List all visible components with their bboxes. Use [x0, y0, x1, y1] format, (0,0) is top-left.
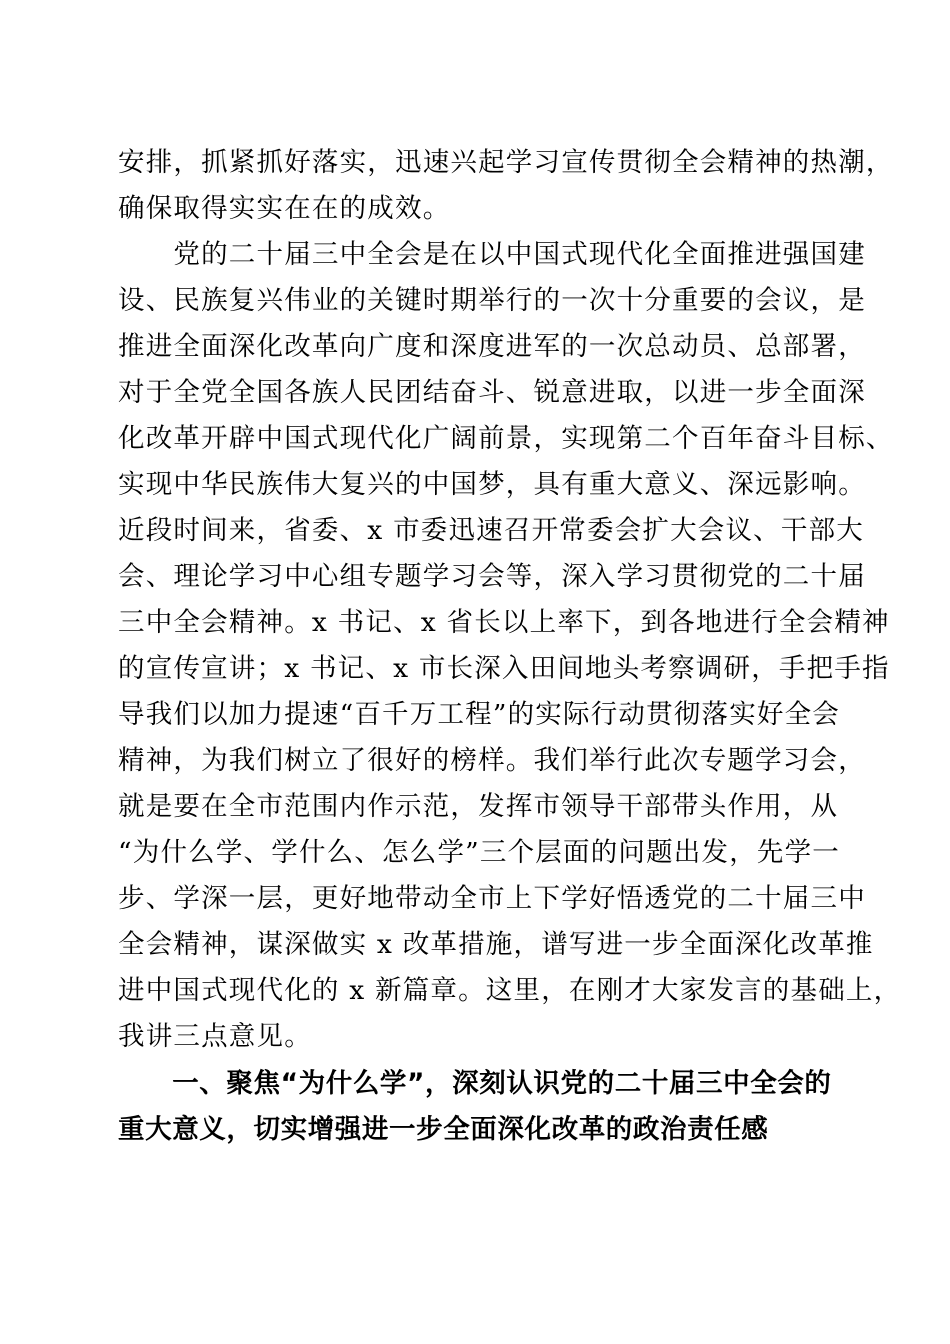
- section-heading-line: 一、聚焦“为什么学”，深刻认识党的二十届三中全会的: [118, 1068, 832, 1099]
- body-line: 的宣传宣讲；x 书记、x 市长深入田间地头考察调研，手把手指: [118, 653, 890, 684]
- body-line: 化改革开辟中国式现代化广阔前景，实现第二个百年奋斗目标、: [118, 423, 894, 454]
- body-line: 推进全面深化改革向广度和深度进军的一次总动员、总部署，: [118, 331, 866, 362]
- body-line: 近段时间来，省委、x 市委迅速召开常委会扩大会议、干部大: [118, 515, 864, 546]
- body-line: 步、学深一层，更好地带动全市上下学好悟透党的二十届三中: [118, 883, 866, 914]
- body-line: 对于全党全国各族人民团结奋斗、锐意进取，以进一步全面深: [118, 377, 866, 408]
- body-line: 精神，为我们树立了很好的榜样。我们举行此次专题学习会，: [118, 745, 866, 776]
- body-line: 会、理论学习中心组专题学习会等，深入学习贯彻党的二十届: [118, 561, 866, 592]
- body-line: 安排，抓紧抓好落实，迅速兴起学习宣传贯彻全会精神的热潮，: [118, 147, 894, 178]
- body-line: 设、民族复兴伟业的关键时期举行的一次十分重要的会议，是: [118, 285, 866, 316]
- body-line: 实现中华民族伟大复兴的中国梦，具有重大意义、深远影响。: [118, 469, 866, 500]
- body-line: 导我们以加力提速“百千万工程”的实际行动贯彻落实好全会: [118, 699, 840, 730]
- body-line: 确保取得实实在在的成效。: [118, 193, 451, 224]
- body-line: 三中全会精神。x 书记、x 省长以上率下，到各地进行全会精神: [118, 607, 890, 638]
- section-heading-line: 重大意义，切实增强进一步全面深化改革的政治责任感: [118, 1114, 769, 1145]
- body-line: 进中国式现代化的 x 新篇章。这里，在刚才大家发言的基础上，: [118, 975, 902, 1006]
- body-line: “为什么学、学什么、怎么学”三个层面的问题出发，先学一: [118, 837, 840, 868]
- body-line: 我讲三点意见。: [118, 1021, 312, 1052]
- body-line: 全会精神，谋深做实 x 改革措施，谱写进一步全面深化改革推: [118, 929, 874, 960]
- body-line: 党的二十届三中全会是在以中国式现代化全面推进强国建: [118, 239, 866, 270]
- body-line: 就是要在全市范围内作示范，发挥市领导干部带头作用，从: [118, 791, 839, 822]
